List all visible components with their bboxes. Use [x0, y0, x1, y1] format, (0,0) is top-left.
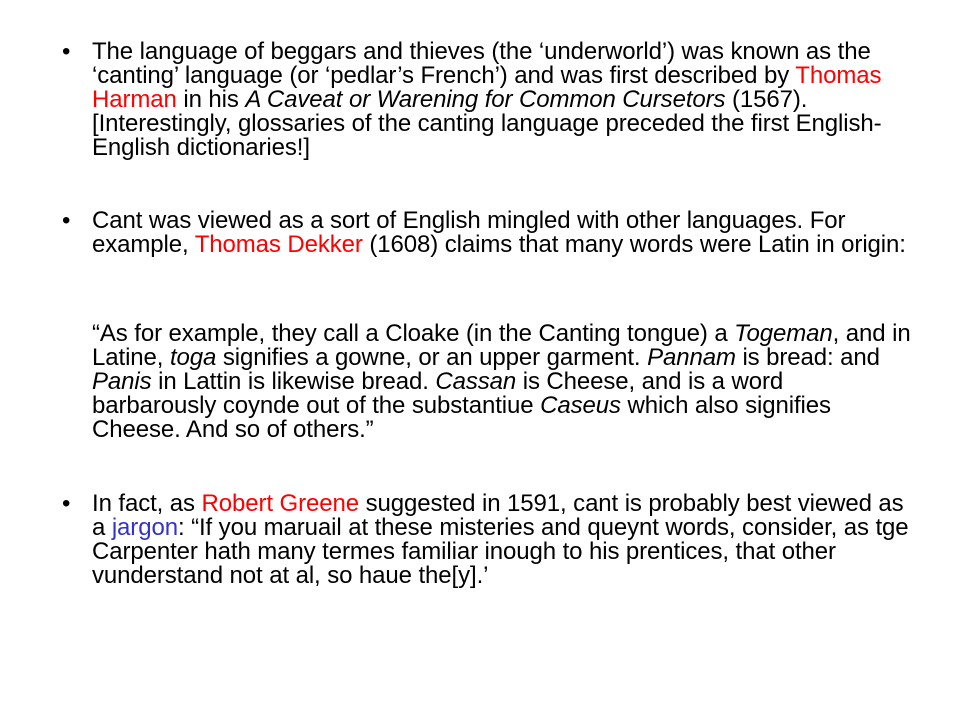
text-segment: in his — [176, 86, 246, 113]
text-segment: The language of beggars and thieves (the ‘underworld’) was known as the ‘canting’ language (or ‘pedlar’s French’) and was first described by — [92, 38, 871, 89]
text-segment: is Cheese, and is a word barbarously coynde out of the substantiue — [92, 368, 784, 419]
text-segment: “As for example, they call a Cloake (in the Canting tongue) a — [92, 320, 735, 347]
paragraph-harman — [92, 40, 912, 160]
bullet-3: • — [62, 490, 71, 517]
text-segment: , and in Latine, — [92, 320, 911, 371]
term-toga: toga — [169, 344, 217, 371]
text-segment: (1567). [Interestingly, glossaries of the canting language preceded the first English-English dictionaries!] — [92, 86, 882, 161]
name-thomas-harman: Thomas Harman — [92, 62, 882, 113]
text-segment: suggested in 1591, cant is probably best viewed as a — [92, 490, 904, 541]
term-panis: Panis — [92, 368, 152, 395]
bullet-1: • — [62, 38, 71, 65]
text-segment: in Lattin is likewise bread. — [151, 368, 436, 395]
name-thomas-dekker: Thomas Dekker — [194, 231, 363, 258]
text-segment: which also signifies Cheese. And so of others.” — [92, 392, 831, 443]
name-robert-greene: Robert Greene — [201, 490, 359, 517]
term-cassan: Cassan — [435, 368, 517, 395]
book-title-caveat: A Caveat or Warening for Common Cursetors — [245, 86, 726, 113]
text-segment: (1608) claims that many words were Latin in origin: — [362, 231, 906, 258]
text-segment: is bread: and — [735, 344, 880, 371]
bullet-2: • — [62, 207, 71, 234]
term-togeman: Togeman — [734, 320, 833, 347]
text-segment: In fact, as — [92, 490, 202, 517]
quote-dekker — [92, 322, 912, 442]
paragraph-dekker — [92, 209, 912, 257]
term-pannam: Pannam — [647, 344, 736, 371]
term-caseus: Caseus — [540, 392, 621, 419]
text-segment: : “If you maruail at these misteries and queynt words, consider, as tge Carpenter hath many termes familiar inough to his prentices, that other vunderstand not at al, so haue the[y].’ — [92, 514, 909, 589]
term-jargon: jargon — [111, 514, 178, 541]
text-segment: Cant was viewed as a sort of English mingled with other languages. For example, — [92, 207, 846, 258]
text-segment: signifies a gowne, or an upper garment. — [216, 344, 648, 371]
paragraph-greene — [92, 492, 912, 588]
